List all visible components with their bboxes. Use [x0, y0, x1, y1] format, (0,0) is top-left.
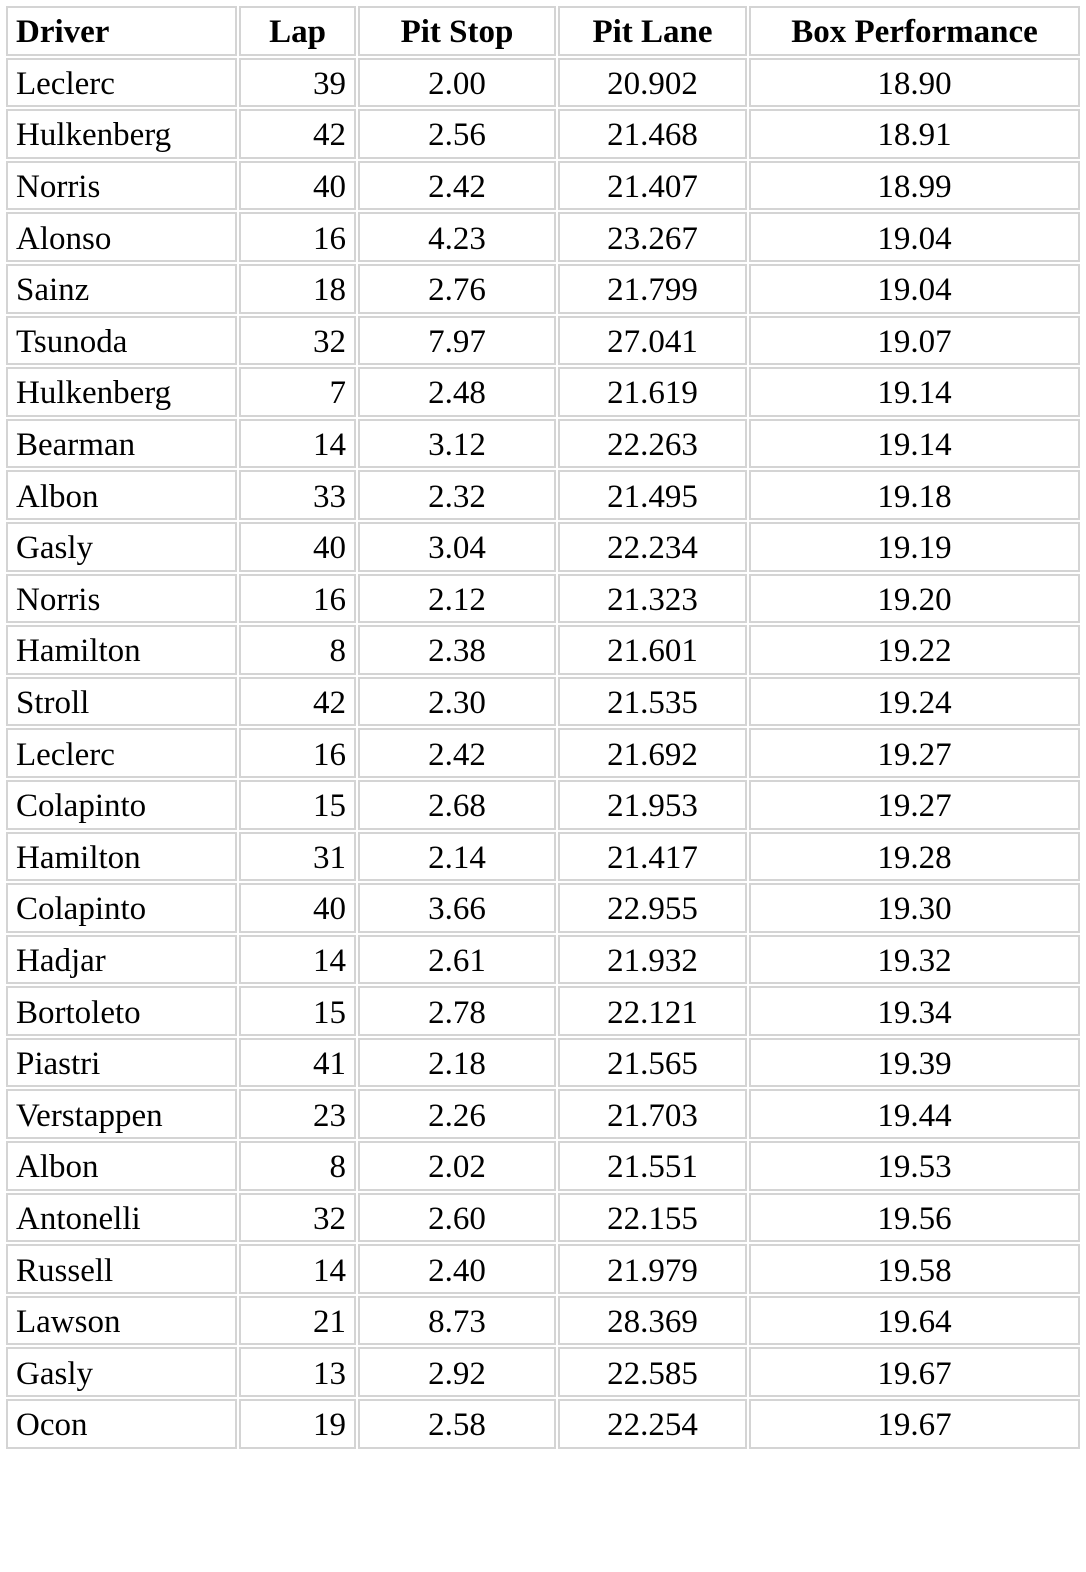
cell-box-performance: 19.32 — [749, 935, 1080, 985]
table-row — [6, 264, 1080, 314]
cell-lap: 14 — [239, 419, 356, 469]
cell-pit-stop: 2.61 — [358, 935, 556, 985]
table-row — [6, 574, 1080, 624]
table-row — [6, 161, 1080, 211]
cell-box-performance: 19.19 — [749, 522, 1080, 572]
cell-box-performance: 19.18 — [749, 470, 1080, 520]
cell-pit-lane: 21.619 — [558, 367, 747, 417]
cell-driver: Gasly — [6, 1347, 237, 1397]
table-row — [6, 367, 1080, 417]
cell-box-performance: 19.27 — [749, 728, 1080, 778]
cell-pit-stop: 2.42 — [358, 728, 556, 778]
cell-lap: 41 — [239, 1038, 356, 1088]
cell-lap: 7 — [239, 367, 356, 417]
cell-driver: Lawson — [6, 1296, 237, 1346]
cell-box-performance: 19.04 — [749, 212, 1080, 262]
cell-driver: Norris — [6, 574, 237, 624]
cell-box-performance: 19.64 — [749, 1296, 1080, 1346]
cell-pit-stop: 2.56 — [358, 109, 556, 159]
header-driver: Driver — [6, 6, 237, 56]
cell-pit-stop: 3.66 — [358, 883, 556, 933]
cell-box-performance: 18.99 — [749, 161, 1080, 211]
table-row — [6, 1399, 1080, 1449]
cell-driver: Verstappen — [6, 1089, 237, 1139]
cell-driver: Ocon — [6, 1399, 237, 1449]
cell-box-performance: 19.67 — [749, 1347, 1080, 1397]
cell-pit-stop: 2.76 — [358, 264, 556, 314]
cell-lap: 15 — [239, 780, 356, 830]
cell-lap: 40 — [239, 522, 356, 572]
table-row — [6, 109, 1080, 159]
table-row — [6, 832, 1080, 882]
cell-driver: Sainz — [6, 264, 237, 314]
cell-pit-lane: 22.121 — [558, 986, 747, 1036]
cell-driver: Norris — [6, 161, 237, 211]
cell-driver: Colapinto — [6, 780, 237, 830]
table-row — [6, 58, 1080, 108]
cell-lap: 40 — [239, 161, 356, 211]
cell-pit-stop: 2.78 — [358, 986, 556, 1036]
cell-pit-stop: 7.97 — [358, 316, 556, 366]
cell-pit-stop: 2.26 — [358, 1089, 556, 1139]
cell-pit-lane: 20.902 — [558, 58, 747, 108]
cell-box-performance: 19.58 — [749, 1244, 1080, 1294]
cell-lap: 14 — [239, 935, 356, 985]
cell-pit-stop: 3.04 — [358, 522, 556, 572]
table-row — [6, 316, 1080, 366]
cell-lap: 39 — [239, 58, 356, 108]
cell-box-performance: 18.90 — [749, 58, 1080, 108]
pit-stop-table-container — [4, 4, 1082, 1451]
cell-driver: Stroll — [6, 677, 237, 727]
table-row — [6, 1347, 1080, 1397]
cell-pit-lane: 21.953 — [558, 780, 747, 830]
cell-pit-lane: 21.692 — [558, 728, 747, 778]
cell-driver: Albon — [6, 470, 237, 520]
cell-lap: 15 — [239, 986, 356, 1036]
cell-pit-lane: 21.495 — [558, 470, 747, 520]
cell-box-performance: 18.91 — [749, 109, 1080, 159]
cell-box-performance: 19.39 — [749, 1038, 1080, 1088]
cell-box-performance: 19.67 — [749, 1399, 1080, 1449]
cell-driver: Albon — [6, 1141, 237, 1191]
cell-pit-stop: 3.12 — [358, 419, 556, 469]
cell-pit-lane: 21.703 — [558, 1089, 747, 1139]
cell-box-performance: 19.14 — [749, 419, 1080, 469]
cell-lap: 32 — [239, 316, 356, 366]
cell-box-performance: 19.53 — [749, 1141, 1080, 1191]
cell-pit-stop: 2.60 — [358, 1193, 556, 1243]
cell-box-performance: 19.44 — [749, 1089, 1080, 1139]
table-row — [6, 883, 1080, 933]
cell-driver: Hulkenberg — [6, 367, 237, 417]
cell-pit-stop: 2.12 — [358, 574, 556, 624]
cell-box-performance: 19.14 — [749, 367, 1080, 417]
table-row — [6, 986, 1080, 1036]
cell-driver: Alonso — [6, 212, 237, 262]
table-row — [6, 1141, 1080, 1191]
cell-pit-stop: 2.32 — [358, 470, 556, 520]
table-row — [6, 677, 1080, 727]
cell-lap: 8 — [239, 1141, 356, 1191]
cell-lap: 33 — [239, 470, 356, 520]
cell-lap: 8 — [239, 625, 356, 675]
cell-driver: Hamilton — [6, 832, 237, 882]
cell-pit-lane: 22.955 — [558, 883, 747, 933]
cell-lap: 42 — [239, 109, 356, 159]
cell-pit-stop: 2.14 — [358, 832, 556, 882]
table-row — [6, 470, 1080, 520]
cell-driver: Hadjar — [6, 935, 237, 985]
cell-box-performance: 19.24 — [749, 677, 1080, 727]
cell-pit-stop: 2.02 — [358, 1141, 556, 1191]
table-row — [6, 780, 1080, 830]
cell-pit-lane: 21.932 — [558, 935, 747, 985]
cell-pit-stop: 2.92 — [358, 1347, 556, 1397]
header-pit-stop: Pit Stop — [358, 6, 556, 56]
cell-box-performance: 19.34 — [749, 986, 1080, 1036]
table-body — [6, 58, 1080, 1449]
cell-driver: Hulkenberg — [6, 109, 237, 159]
cell-box-performance: 19.04 — [749, 264, 1080, 314]
cell-lap: 18 — [239, 264, 356, 314]
cell-pit-stop: 4.23 — [358, 212, 556, 262]
cell-pit-stop: 2.30 — [358, 677, 556, 727]
cell-driver: Bearman — [6, 419, 237, 469]
cell-box-performance: 19.28 — [749, 832, 1080, 882]
table-row — [6, 419, 1080, 469]
table-row — [6, 935, 1080, 985]
cell-lap: 16 — [239, 212, 356, 262]
cell-pit-lane: 21.407 — [558, 161, 747, 211]
cell-lap: 31 — [239, 832, 356, 882]
cell-pit-lane: 27.041 — [558, 316, 747, 366]
cell-lap: 23 — [239, 1089, 356, 1139]
cell-pit-lane: 21.565 — [558, 1038, 747, 1088]
cell-pit-lane: 21.323 — [558, 574, 747, 624]
cell-pit-lane: 22.254 — [558, 1399, 747, 1449]
cell-pit-stop: 2.40 — [358, 1244, 556, 1294]
cell-lap: 42 — [239, 677, 356, 727]
cell-lap: 16 — [239, 728, 356, 778]
cell-pit-lane: 22.155 — [558, 1193, 747, 1243]
cell-lap: 14 — [239, 1244, 356, 1294]
cell-lap: 13 — [239, 1347, 356, 1397]
table-row — [6, 212, 1080, 262]
table-row — [6, 1193, 1080, 1243]
cell-pit-stop: 2.58 — [358, 1399, 556, 1449]
cell-box-performance: 19.56 — [749, 1193, 1080, 1243]
cell-lap: 19 — [239, 1399, 356, 1449]
table-header — [6, 6, 1080, 56]
table-row — [6, 1244, 1080, 1294]
cell-pit-stop: 2.00 — [358, 58, 556, 108]
cell-pit-lane: 23.267 — [558, 212, 747, 262]
cell-pit-lane: 22.263 — [558, 419, 747, 469]
header-lap: Lap — [239, 6, 356, 56]
table-row — [6, 625, 1080, 675]
cell-driver: Bortoleto — [6, 986, 237, 1036]
cell-driver: Antonelli — [6, 1193, 237, 1243]
cell-driver: Hamilton — [6, 625, 237, 675]
cell-pit-stop: 2.18 — [358, 1038, 556, 1088]
cell-box-performance: 19.20 — [749, 574, 1080, 624]
cell-box-performance: 19.30 — [749, 883, 1080, 933]
cell-pit-lane: 28.369 — [558, 1296, 747, 1346]
cell-pit-lane: 21.551 — [558, 1141, 747, 1191]
pit-stop-table — [4, 4, 1082, 1451]
cell-box-performance: 19.07 — [749, 316, 1080, 366]
table-row — [6, 1296, 1080, 1346]
cell-driver: Tsunoda — [6, 316, 237, 366]
cell-driver: Leclerc — [6, 728, 237, 778]
cell-pit-lane: 21.979 — [558, 1244, 747, 1294]
cell-box-performance: 19.27 — [749, 780, 1080, 830]
cell-lap: 21 — [239, 1296, 356, 1346]
cell-pit-stop: 2.68 — [358, 780, 556, 830]
cell-pit-stop: 2.38 — [358, 625, 556, 675]
cell-pit-lane: 21.601 — [558, 625, 747, 675]
table-row — [6, 728, 1080, 778]
cell-driver: Colapinto — [6, 883, 237, 933]
cell-pit-lane: 21.417 — [558, 832, 747, 882]
table-row — [6, 1089, 1080, 1139]
cell-pit-lane: 21.468 — [558, 109, 747, 159]
cell-driver: Leclerc — [6, 58, 237, 108]
header-pit-lane: Pit Lane — [558, 6, 747, 56]
cell-lap: 40 — [239, 883, 356, 933]
cell-lap: 32 — [239, 1193, 356, 1243]
header-row — [6, 6, 1080, 56]
cell-pit-lane: 21.535 — [558, 677, 747, 727]
cell-driver: Gasly — [6, 522, 237, 572]
cell-pit-stop: 8.73 — [358, 1296, 556, 1346]
table-row — [6, 522, 1080, 572]
cell-pit-lane: 22.234 — [558, 522, 747, 572]
cell-box-performance: 19.22 — [749, 625, 1080, 675]
cell-pit-stop: 2.42 — [358, 161, 556, 211]
table-row — [6, 1038, 1080, 1088]
cell-pit-stop: 2.48 — [358, 367, 556, 417]
header-box-performance: Box Performance — [749, 6, 1080, 56]
cell-pit-lane: 22.585 — [558, 1347, 747, 1397]
cell-lap: 16 — [239, 574, 356, 624]
cell-driver: Russell — [6, 1244, 237, 1294]
cell-driver: Piastri — [6, 1038, 237, 1088]
cell-pit-lane: 21.799 — [558, 264, 747, 314]
